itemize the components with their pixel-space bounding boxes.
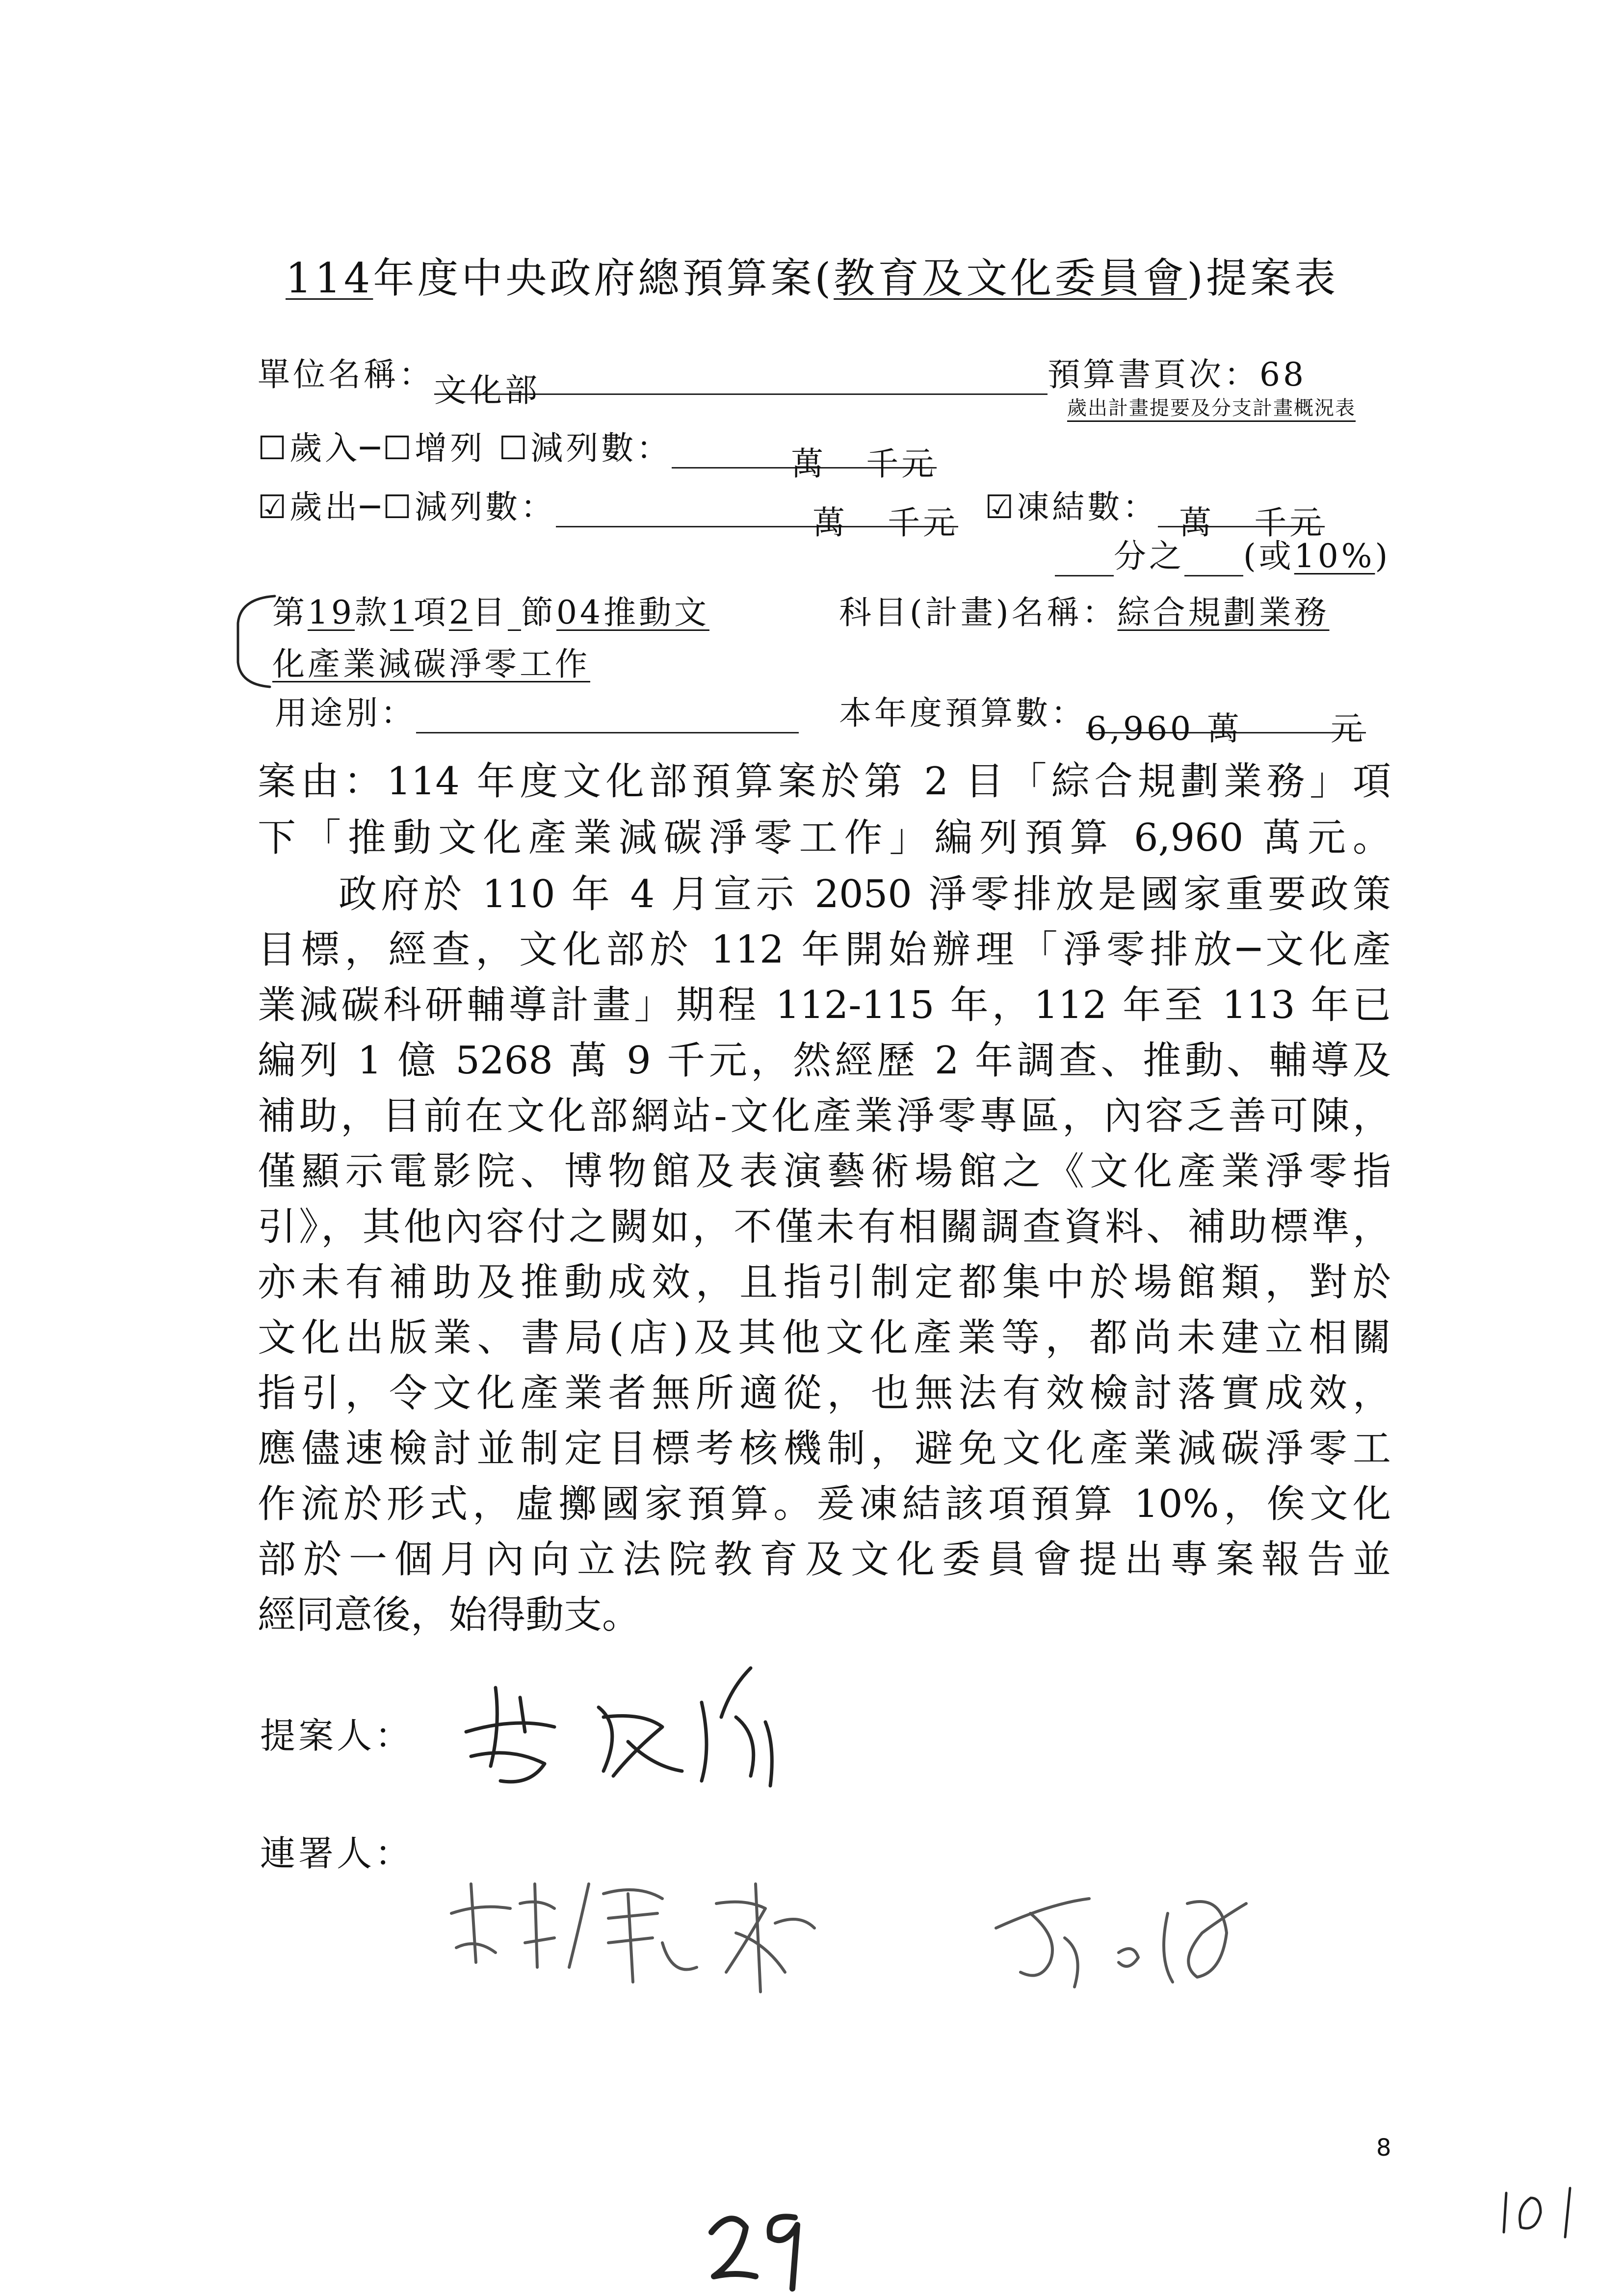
budget-row: 本年度預算數：6,960 萬 元 xyxy=(839,694,1366,748)
body-line: 業減碳科研輔導計畫」期程 112-115 年，112 年至 113 年已 xyxy=(258,983,1391,1027)
body-line: 編列 1 億 5268 萬 9 千元，然經歷 2 年調查、推動、輔導及 xyxy=(258,1039,1391,1083)
body-line: 部於一個月內向立法院教育及文化委員會提出專案報告並 xyxy=(258,1538,1391,1582)
body-line: 應儘速檢討並制定目標考核機制，避免文化產業減碳淨零工 xyxy=(258,1427,1391,1471)
handwritten-number-29 xyxy=(707,2203,814,2291)
page-ref: 68 xyxy=(1259,356,1307,393)
body-line: 指引，令文化產業者無所適從，也無法有效檢討落實成效， xyxy=(258,1371,1391,1415)
item-row-1: 第19款1項2目 節04推動文 xyxy=(272,594,709,631)
freeze-percent: 10% xyxy=(1294,537,1375,575)
unit-row: 單位名稱：文化部 預算書頁次：68 xyxy=(258,356,1307,409)
checkbox-revenue[interactable]: ☐ xyxy=(258,429,290,467)
body-line: 目標，經查，文化部於 112 年開始辦理「淨零排放─文化產 xyxy=(258,928,1391,972)
unit-name: 文化部 xyxy=(434,371,540,409)
revenue-row: ☐歲入─☐增列 ☐減列數： 萬 千元 xyxy=(258,429,937,483)
body-line: 亦未有補助及推動成效，且指引制定都集中於場館類，對於 xyxy=(258,1260,1391,1305)
body-line: 文化出版業、書局(店)及其他文化產業等，都尚未建立相關 xyxy=(258,1316,1391,1360)
cosigner-signature-2 xyxy=(991,1874,1384,1997)
cosigner-label: 連署人： xyxy=(260,1833,414,1874)
proposer-signature xyxy=(456,1658,849,1805)
body-line: 作流於形式，虛擲國家預算。爰凍結該項預算 10%，俟文化 xyxy=(258,1482,1391,1526)
budget-value: 6,960 xyxy=(1086,710,1194,748)
checkbox-expense[interactable]: ☑ xyxy=(258,488,290,526)
body-line: 補助，目前在文化部網站-文化產業淨零專區，內容乏善可陳， xyxy=(258,1094,1391,1138)
checkbox-freeze[interactable]: ☑ xyxy=(985,488,1017,526)
page-title: 114年度中央政府總預算案(教育及文化委員會)提案表 xyxy=(286,254,1338,302)
cosigner-signature-1 xyxy=(442,1854,883,2002)
body-line: 經同意後，始得動支。 xyxy=(258,1593,641,1637)
fraction-row: 分之 (或10%) xyxy=(1055,530,1390,576)
proposer-label: 提案人： xyxy=(260,1715,414,1756)
body-line: 下「推動文化產業減碳淨零工作」編列預算 6,960 萬元。 xyxy=(258,816,1391,860)
subject-row: 科目(計畫)名稱：綜合規劃業務 xyxy=(839,594,1330,631)
item-name-line2: 化產業減碳淨零工作 xyxy=(272,645,590,683)
checkbox-expense-decrease[interactable]: ☐ xyxy=(382,488,415,526)
checkbox-increase[interactable]: ☐ xyxy=(382,429,415,467)
body-line: 僅顯示電影院、博物館及表演藝術場館之《文化產業淨零指 xyxy=(258,1149,1391,1194)
body-line: 案由：114 年度文化部預算案於第 2 目「綜合規劃業務」項 xyxy=(258,759,1391,804)
subject-value: 綜合規劃業務 xyxy=(1117,594,1330,631)
page-note: 歲出計畫提要及分支計畫概況表 xyxy=(1067,397,1356,419)
page-number: 8 xyxy=(1376,2134,1391,2162)
checkbox-decrease[interactable]: ☐ xyxy=(498,429,531,467)
usage-row: 用途別： xyxy=(275,687,799,733)
handwritten-number-101 xyxy=(1496,2178,1595,2247)
expense-row: ☑歲出─☐減列數： 萬 千元 ☑凍結數： 萬 千元 xyxy=(258,488,1325,542)
body-line: 引》，其他內容付之闕如，不僅未有相關調查資料、補助標準， xyxy=(258,1205,1391,1249)
body-line: 政府於 110 年 4 月宣示 2050 淨零排放是國家重要政策 xyxy=(339,872,1391,916)
